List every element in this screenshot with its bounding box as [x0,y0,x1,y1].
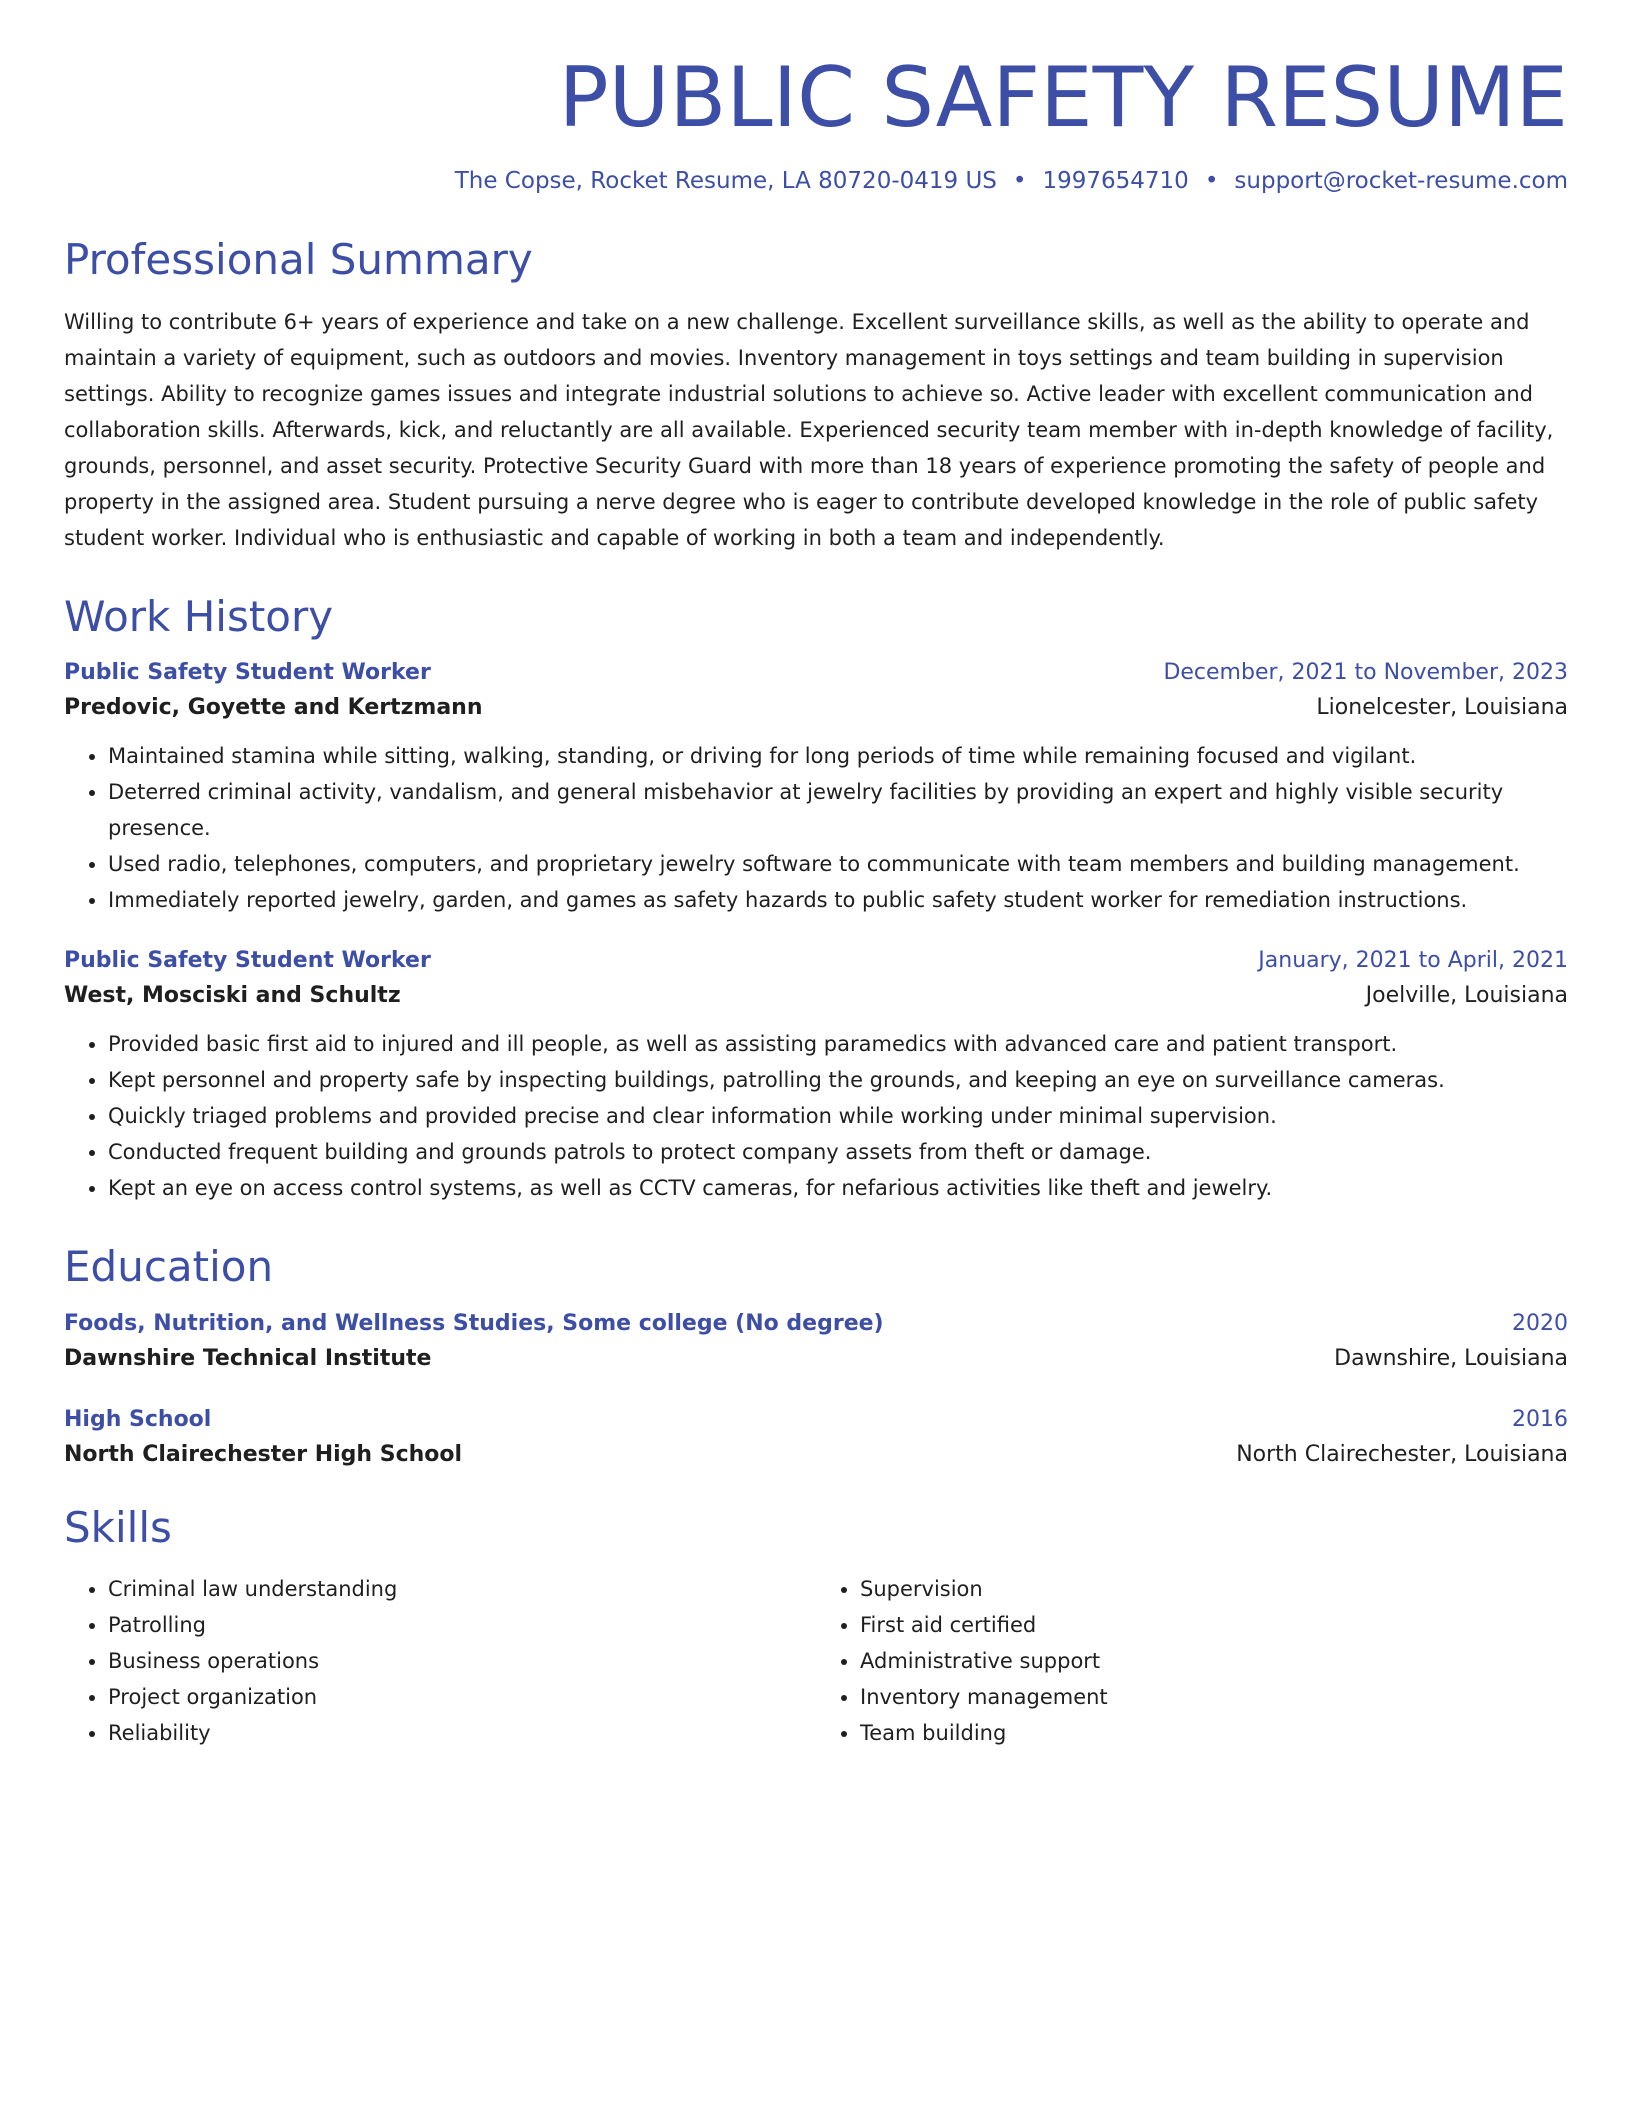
skills-list-left [64,1571,816,1751]
contact-phone: 1997654710 [1042,168,1189,195]
work-history-heading: Work History [64,591,334,641]
contact-address: The Copse, Rocket Resume, LA 80720-0419 US [454,168,997,195]
job-company-row [64,695,1568,720]
resume-name: PUBLIC SAFETY RESUME [558,49,1568,146]
list-item: • Criminal law understanding [108,1571,816,1607]
list-item: • Immediately reported jewelry, garden, and games as safety hazards to public safety student worker for remediation instructions. [108,882,1568,918]
list-item: • Used radio, telephones, computers, and proprietary jewelry software to communicate with team members and building management. [108,846,1568,882]
skills-list-right [816,1571,1568,1751]
list-item: • Reliability [108,1715,816,1751]
job-dates: January, 2021 to April, 2021 [1258,948,1568,974]
education-school-row [64,1346,1568,1371]
summary-text: Willing to contribute 6+ years of experience and take on a new challenge. Excellent surveillance skills, as well as the ability to operate and maintain a variety of equipment, such as outdoors and movies. Inventory management in toys settings and team building in supervision settings. Ability to recognize games issues and integrate industrial solutions to achieve so. Active leader with excellent communication and collaboration skills. Afterwards, kick, and reluctantly are all available. Experienced security team member with in-depth knowledge of facility, grounds, personnel, and asset security. Protective Security Guard with more than 18 years of experience promoting the safety of people and property in the assigned area. Student pursuing a nerve degree who is eager to contribute developed knowledge in the role of public safety student worker. Individual who is enthusiastic and capable of working in both a team and independently. [64,309,1554,550]
job-entry [64,660,1568,918]
job-header-row [64,948,1568,973]
job-company: West, Mosciski and Schultz [64,983,401,1009]
job-company: Predovic, Goyette and Kertzmann [64,695,483,721]
list-item: • First aid certified [860,1607,1568,1643]
job-title: Public Safety Student Worker [64,660,431,686]
education-entry [64,1311,1568,1371]
contact-separator: • [1012,168,1027,195]
education-header-row [64,1311,1568,1336]
skills-heading: Skills [64,1502,172,1552]
list-item: • Kept personnel and property safe by inspecting buildings, patrolling the grounds, and keeping an eye on surveillance cameras. [108,1062,1568,1098]
list-item: • Deterred criminal activity, vandalism, and general misbehavior at jewelry facilities by providing an expert and highly visible security presence. [108,774,1568,846]
contact-line [64,167,1568,197]
job-header-row [64,660,1568,685]
education-degree: High School [64,1406,212,1432]
job-entry [64,948,1568,1206]
list-item: • Provided basic first aid to injured and ill people, as well as assisting paramedics with advanced care and patient transport. [108,1026,1568,1062]
education-entry [64,1407,1568,1467]
education-location: North Clairechester, Louisiana [1236,1441,1568,1467]
education-year: 2020 [1512,1310,1568,1336]
job-bullets [64,1026,1568,1206]
list-item: • Business operations [108,1643,816,1679]
summary-heading: Professional Summary [64,235,533,285]
education-school: North Clairechester High School [64,1441,463,1467]
education-school: Dawnshire Technical Institute [64,1345,432,1371]
contact-separator: • [1204,168,1219,195]
skills-columns [64,1571,1568,1751]
job-company-row [64,983,1568,1008]
education-heading: Education [64,1242,274,1292]
list-item: • Project organization [108,1679,816,1715]
list-item: • Inventory management [860,1679,1568,1715]
list-item: • Patrolling [108,1607,816,1643]
education-school-row [64,1442,1568,1467]
job-location: Joelville, Louisiana [1365,983,1568,1009]
education-year: 2016 [1512,1406,1568,1432]
list-item: • Maintained stamina while sitting, walking, standing, or driving for long periods of time while remaining focused and vigilant. [108,738,1568,774]
contact-email: support@rocket-resume.com [1234,168,1568,195]
list-item: • Quickly triaged problems and provided precise and clear information while working under minimal supervision. [108,1098,1568,1134]
list-item: • Conducted frequent building and grounds patrols to protect company assets from theft or damage. [108,1134,1568,1170]
job-location: Lionelcester, Louisiana [1316,695,1568,721]
list-item: • Supervision [860,1571,1568,1607]
list-item: • Administrative support [860,1643,1568,1679]
education-location: Dawnshire, Louisiana [1334,1345,1568,1371]
job-title: Public Safety Student Worker [64,948,431,974]
education-degree: Foods, Nutrition, and Wellness Studies, Some college (No degree) [64,1310,884,1336]
job-bullets [64,738,1568,918]
education-header-row [64,1407,1568,1432]
list-item: • Kept an eye on access control systems, as well as CCTV cameras, for nefarious activities like theft and jewelry. [108,1170,1568,1206]
job-dates: December, 2021 to November, 2023 [1163,660,1568,686]
list-item: • Team building [860,1715,1568,1751]
